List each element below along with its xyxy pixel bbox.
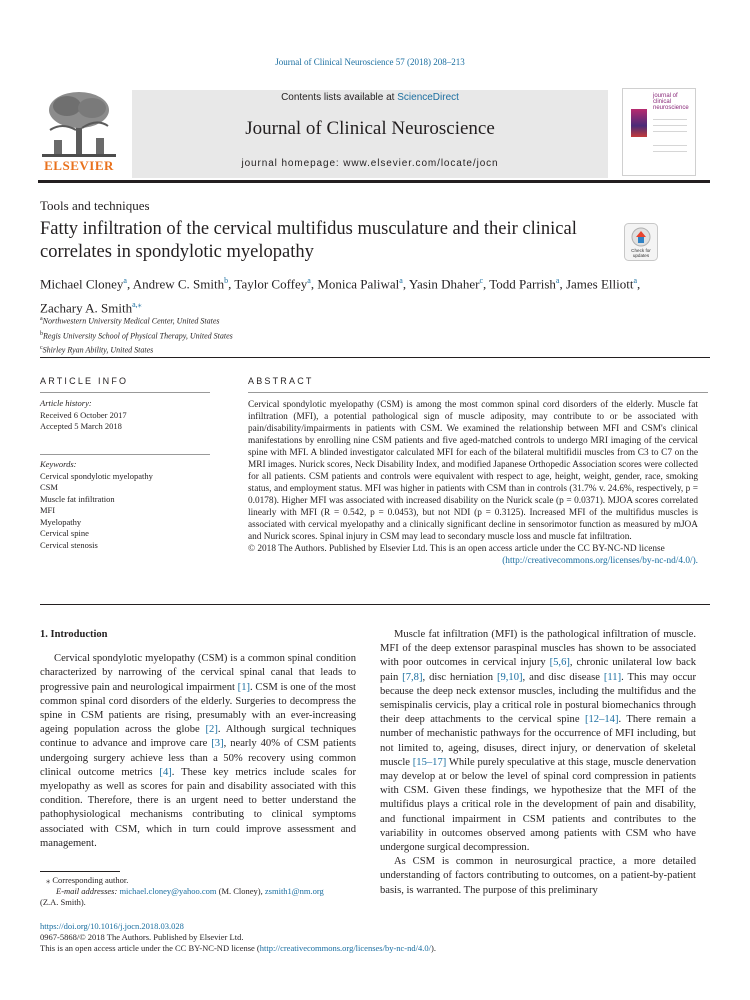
issn-line: 0967-5868/© 2018 The Authors. Published by Elsevier Ltd.: [40, 932, 244, 942]
article-type: Tools and techniques: [40, 198, 150, 213]
journal-cover-thumbnail[interactable]: [622, 88, 696, 176]
cover-title-line-2: clinical: [653, 99, 672, 105]
header-divider: [38, 180, 710, 183]
affiliation-marker: b: [40, 330, 43, 337]
cover-text-line: [653, 145, 687, 146]
affiliation-marker: c: [40, 345, 43, 352]
email-link-cloney[interactable]: michael.cloney@yahoo.com: [119, 886, 217, 896]
abstract-copyright: © 2018 The Authors. Published by Elsevier Ltd. This is an open access article under the CC BY-NC-ND license: [248, 544, 665, 554]
author-affiliation-marker[interactable]: a: [399, 276, 403, 285]
keywords-block: [40, 459, 153, 551]
section-heading-introduction: 1. Introduction: [40, 629, 108, 640]
keyword-list: [40, 471, 153, 552]
author-name[interactable]: James Elliott: [565, 276, 634, 292]
svg-text:Check for: Check for: [631, 248, 651, 253]
cover-image: [631, 109, 647, 137]
cover-text-line: [653, 125, 687, 126]
author-affiliation-marker[interactable]: a,⁎: [132, 300, 142, 310]
article-info-heading: ARTICLE INFO: [40, 376, 129, 386]
cover-text-line: [653, 131, 687, 132]
author-name[interactable]: Todd Parrish: [489, 276, 556, 292]
author-affiliation-marker[interactable]: a: [123, 276, 127, 285]
affiliation-list: [40, 313, 233, 357]
author-separator: ,: [310, 276, 318, 292]
body-paragraph: Cervical spondylotic myelopathy (CSM) is a common spinal condition characterized by narrowing of the cervical spinal canal that leads to progressive pain and neurological impairment [1]. CSM is one of the most common spinal cord disorders of the elderly. Surgeries to decompress the spine in CSM patients are rising, presumably with an ever-increasing ageing population across the globe [2]. Although surgical techniques continue to advance and improve care [3], nearly 40% of CSM patients undergoing surgery achieve less than a 50% recovery using common clinical outcome metrics [4]. These key metrics include scales for myelopathy as well as scores for pain and disability associated with this condition. Therefore, there is an urgent need to better understand the pathophysiological mechanisms contributing to clinical symptoms associated with CSM, which in turn could improve assessment and management.: [40, 653, 356, 849]
keyword-item[interactable]: Cervical spine: [40, 528, 89, 538]
keywords-label: Keywords:: [40, 459, 77, 469]
author-affiliation-marker[interactable]: a: [633, 276, 638, 285]
corresponding-author-note: ⁎ Corresponding author.: [46, 875, 129, 885]
sciencedirect-link[interactable]: ScienceDirect: [397, 92, 459, 103]
email-owner-smith: (Z.A. Smith).: [40, 897, 86, 907]
affiliation-text: Northwestern University Medical Center, United States: [42, 316, 220, 326]
keyword-item[interactable]: Cervical stenosis: [40, 539, 98, 550]
journal-citation-link[interactable]: Journal of Clinical Neuroscience 57 (2018) 208–213: [275, 57, 465, 67]
keyword-item[interactable]: Myelopathy: [40, 516, 82, 527]
keyword-item[interactable]: Muscle fat infiltration: [40, 493, 115, 504]
author-name[interactable]: Taylor Coffey: [234, 276, 308, 292]
cover-text-line: [653, 151, 687, 152]
footnotes: [40, 875, 370, 908]
section-divider: [40, 604, 710, 605]
author-separator: ,: [483, 276, 490, 292]
affiliation-text: Regis University School of Physical Therapy, United States: [43, 331, 233, 341]
elsevier-tree-icon: [42, 88, 116, 158]
author-affiliation-marker[interactable]: a: [307, 276, 311, 285]
contents-available-line: [132, 92, 608, 103]
author-separator: ,: [402, 276, 409, 292]
email-addresses: [40, 886, 370, 897]
page-footer: [40, 921, 710, 954]
footer-license-prefix: This is an open access article under the CC BY-NC-ND license (: [40, 943, 260, 953]
cover-title-line-1: journal of: [653, 93, 678, 99]
article-history: [40, 398, 127, 433]
author-name[interactable]: Monica Paliwal: [317, 276, 400, 292]
email-owner-cloney: (M. Cloney),: [216, 886, 265, 896]
author-affiliation-marker[interactable]: c: [479, 276, 483, 285]
footer-license-link[interactable]: http://creativecommons.org/licenses/by-nc-nd/4.0/: [259, 943, 431, 953]
abstract-rule: [248, 392, 708, 393]
body-paragraph: As CSM is common in neurosurgical practice, a more detailed understanding of factors contributing to outcomes, on a patient-by-patient basis, is warranted. The purpose of this preliminary: [380, 856, 696, 896]
author-affiliation-marker[interactable]: a: [555, 276, 560, 285]
body-column-left: [40, 628, 356, 851]
cover-title-line-3: neuroscience: [653, 105, 689, 111]
author-separator: ,: [228, 276, 235, 292]
doi-link[interactable]: https://doi.org/10.1016/j.jocn.2018.03.028: [40, 921, 184, 931]
abstract-heading: ABSTRACT: [248, 376, 314, 386]
footer-license-line: [40, 943, 710, 954]
journal-title: Journal of Clinical Neuroscience: [245, 118, 495, 139]
author-separator: ,: [126, 276, 133, 292]
article-title: Fatty infiltration of the cervical multifidus musculature and their clinical correlates in spondylotic myelopathy: [40, 219, 577, 262]
history-label: Article history:: [40, 398, 92, 408]
affiliation-item: [40, 342, 233, 357]
body-paragraph: Muscle fat infiltration (MFI) is the pathological infiltration of muscle. MFI of the deep extensor paraspinal muscles has shown to be associated with poor outcomes in cervical injury [5,6], chronic unilateral low back pain [7,8], disc herniation [9,10], and disc disease [11]. This may occur because the deep neck extensor muscles, including the multifidus and the semispinalis cervicis, play a critical role in postural biomechanics through their deep attachments to the cervical spine [12–14]. There remain a number of mechanistic pathways for the occurrence of MFI including, but not limited to, ageing, disuses, direct injury, or denervation of skeletal muscle [15–17] While purely speculative at this stage, muscle denervation may develop at or below the level of spinal cord compression in patients with CSM. Given these findings, we hypothesize that the MFI of the multifidus plays a critical role in the development of pain and disability, and functional impairment in CSM patients and contributes to the variability in outcomes observed among patients with CSM who have undergone surgical decompression.: [380, 629, 697, 854]
article-info-rule: [40, 454, 210, 455]
journal-homepage-link[interactable]: journal homepage: www.elsevier.com/locate/jocn: [241, 158, 499, 169]
cover-text-line: [653, 119, 687, 120]
abstract-body: [248, 399, 698, 567]
author-separator: ,: [559, 276, 566, 292]
license-link[interactable]: (http://creativecommons.org/licenses/by-nc-nd/4.0/).: [502, 556, 698, 566]
author-affiliation-marker[interactable]: b: [224, 276, 229, 285]
elsevier-wordmark: ELSEVIER: [44, 158, 114, 173]
author-name[interactable]: Yasin Dhaher: [408, 276, 480, 292]
elsevier-logo[interactable]: [38, 88, 120, 176]
article-info-rule: [40, 392, 210, 393]
affiliation-item: [40, 313, 233, 328]
cover-title: [653, 93, 689, 111]
affiliation-marker: a: [40, 316, 43, 322]
check-for-updates-icon[interactable]: [624, 223, 658, 261]
abstract-text: Cervical spondylotic myelopathy (CSM) is among the most common spinal cord disorders of the elderly. Muscle fat infiltration (MFI), a potential pathological sign of muscle adiposity, may contribute to or be associated with pain/disability/impairments in patients with CSM. We examined the relationship between MFI and CSM's clinical manifestations by enrolling nine CSM patients and five aged-matched controls to undergo MRI imaging of the cervical spine with MFI. A blinded investigator calculated MFI for each of the bilateral multifidii muscles from C3 to C7 on the MRI images. Nurick scores, Neck Disability Index, and modified Japanese Orthopedic Association scores were collected for all patients. CSM patients and controls were equivalent with respect to age, height, weight, gender, race, smoking status, and employment status. MFI was higher in patients with CSM than in controls (31.7% v. 24.6%, respectively, p = 0.0178). Higher MFI was associated with increased disability on the Nurick scale (p = 0.0371). MJOA scores correlated linearly with MFI (R = 0.542, p = 0.0453), but not NDI (p = 0.3125). Increased MFI of the multifidus muscles is associated with cervical myelopathy and a clinically significant decline in sensorimotor function as measured by mJOA and Nurick scores. Spinal injury in CSM may lead to secondary muscle loss and muscle fat infiltration.: [248, 400, 698, 542]
author-name[interactable]: Zachary A. Smith: [40, 300, 133, 316]
keyword-item[interactable]: CSM: [40, 482, 58, 492]
contents-prefix: Contents lists available at: [281, 92, 398, 103]
author-list: [40, 270, 680, 319]
section-divider: [40, 357, 710, 358]
author-name[interactable]: Michael Cloney: [40, 276, 124, 292]
email-link-smith[interactable]: zsmith1@nm.org: [264, 886, 324, 896]
journal-header-band: [132, 90, 608, 178]
footer-license-suffix: ).: [431, 943, 436, 953]
keyword-item[interactable]: Cervical spondylotic myelopathy: [40, 470, 153, 481]
email-label: E-mail addresses:: [56, 886, 120, 896]
author-separator: ,: [637, 276, 641, 292]
author-name[interactable]: Andrew C. Smith: [132, 276, 225, 292]
affiliation-text: Shirley Ryan Ability, United States: [42, 345, 154, 355]
svg-text:updates: updates: [632, 253, 650, 258]
keyword-item[interactable]: MFI: [40, 505, 56, 515]
affiliation-item: [40, 328, 233, 343]
accepted-date: Accepted 5 March 2018: [40, 421, 122, 431]
received-date: Received 6 October 2017: [40, 409, 127, 420]
footnote-rule: [40, 871, 120, 872]
body-column-right: [380, 628, 696, 898]
